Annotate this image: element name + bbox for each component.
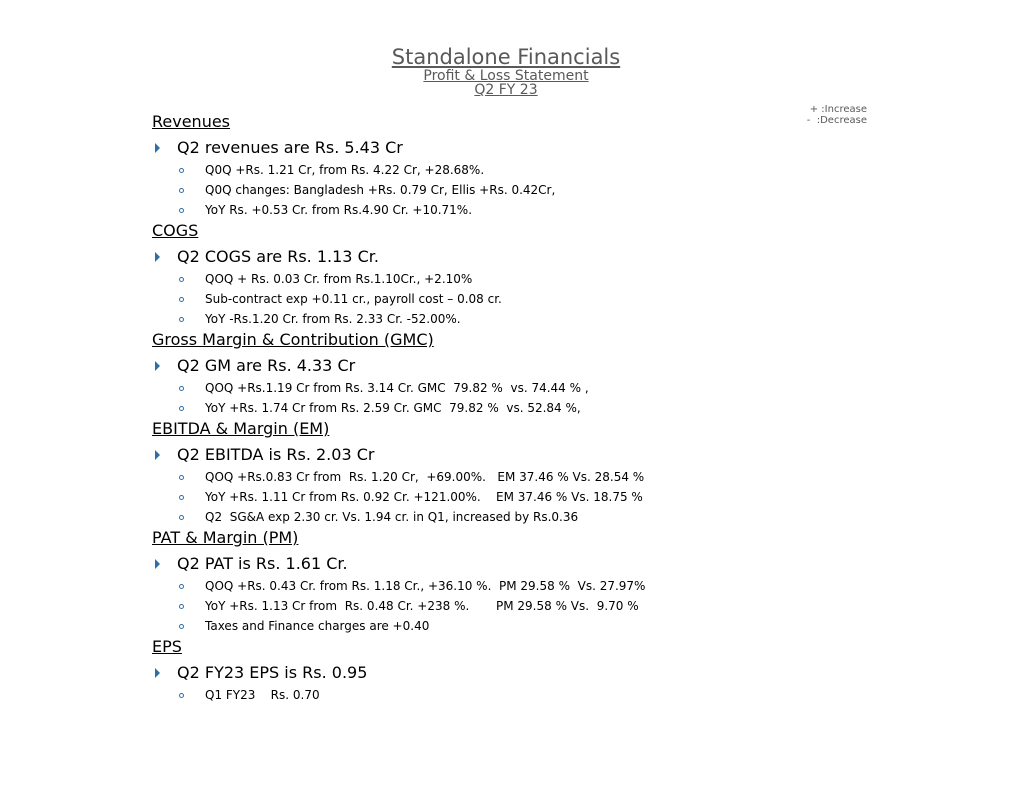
sub-bullet-text: Sub-contract exp +0.11 cr., payroll cost – 0.08 cr. <box>205 292 502 306</box>
triangle-bullet-icon <box>155 361 160 371</box>
sub-bullet <box>179 616 792 636</box>
main-bullet <box>155 247 792 267</box>
sub-bullet <box>179 596 792 616</box>
sub-bullet-text: QOQ +Rs.0.83 Cr from Rs. 1.20 Cr, +69.00%. EM 37.46 % Vs. 28.54 % <box>205 470 645 484</box>
section-heading: EPS <box>152 637 182 656</box>
circle-bullet-icon <box>179 317 184 322</box>
main-bullet-text: Q2 PAT is Rs. 1.61 Cr. <box>177 554 348 573</box>
circle-bullet-icon <box>179 604 184 609</box>
legend-decrease: - :Decrease <box>806 115 867 126</box>
circle-bullet-icon <box>179 277 184 282</box>
sub-bullet-text: YoY -Rs.1.20 Cr. from Rs. 2.33 Cr. -52.00%. <box>205 312 461 326</box>
circle-bullet-icon <box>179 168 184 173</box>
sub-bullet-text: Q2 SG&A exp 2.30 cr. Vs. 1.94 cr. in Q1, increased by Rs.0.36 <box>205 510 579 524</box>
sub-bullet-text: YoY +Rs. 1.74 Cr from Rs. 2.59 Cr. GMC 79.82 % vs. 52.84 %, <box>205 401 581 415</box>
page-subtitle: Profit & Loss Statement <box>423 68 589 84</box>
circle-bullet-icon <box>179 693 184 698</box>
main-bullet <box>155 445 792 465</box>
main-bullet-text: Q2 GM are Rs. 4.33 Cr <box>177 356 356 375</box>
circle-bullet-icon <box>179 297 184 302</box>
sub-bullet-text: Q0Q +Rs. 1.21 Cr, from Rs. 4.22 Cr, +28.68%. <box>205 163 485 177</box>
circle-bullet-icon <box>179 624 184 629</box>
sub-bullet <box>179 507 792 527</box>
sub-bullet <box>179 398 792 418</box>
main-bullet <box>155 356 792 376</box>
main-bullet-text: Q2 revenues are Rs. 5.43 Cr <box>177 138 403 157</box>
page-title: Standalone Financials <box>391 45 621 69</box>
main-bullet-text: Q2 EBITDA is Rs. 2.03 Cr <box>177 445 375 464</box>
main-bullet-text: Q2 FY23 EPS is Rs. 0.95 <box>177 663 368 682</box>
sub-bullet <box>179 467 792 487</box>
section-cogs <box>152 221 792 329</box>
sub-bullet <box>179 685 792 705</box>
triangle-bullet-icon <box>155 143 160 153</box>
sub-bullet <box>179 309 792 329</box>
sub-bullet-text: YoY +Rs. 1.11 Cr from Rs. 0.92 Cr. +121.00%. EM 37.46 % Vs. 18.75 % <box>205 490 643 504</box>
section-heading: EBITDA & Margin (EM) <box>152 419 330 438</box>
circle-bullet-icon <box>179 495 184 500</box>
main-bullet-text: Q2 COGS are Rs. 1.13 Cr. <box>177 247 379 266</box>
circle-bullet-icon <box>179 406 184 411</box>
triangle-bullet-icon <box>155 252 160 262</box>
sub-bullet-text: Q0Q changes: Bangladesh +Rs. 0.79 Cr, Ellis +Rs. 0.42Cr, <box>205 183 556 197</box>
section-heading: PAT & Margin (PM) <box>152 528 299 547</box>
sub-bullet <box>179 180 792 200</box>
section-ebitda-margin-em <box>152 419 792 527</box>
section-heading: Revenues <box>152 112 231 131</box>
sub-bullet-text: Q1 FY23 Rs. 0.70 <box>205 688 320 702</box>
section-eps <box>152 637 792 705</box>
title-block <box>0 45 1012 97</box>
section-heading: Gross Margin & Contribution (GMC) <box>152 330 434 349</box>
main-bullet <box>155 138 792 158</box>
circle-bullet-icon <box>179 584 184 589</box>
triangle-bullet-icon <box>155 450 160 460</box>
sub-bullet-text: Taxes and Finance charges are +0.40 <box>205 619 430 633</box>
section-revenues <box>152 112 792 220</box>
sub-bullet-text: QOQ +Rs. 0.43 Cr. from Rs. 1.18 Cr., +36.10 %. PM 29.58 % Vs. 27.97% <box>205 579 646 593</box>
legend <box>795 104 867 126</box>
period-label: Q2 FY 23 <box>474 82 538 98</box>
sub-bullet <box>179 576 792 596</box>
sub-bullet <box>179 487 792 507</box>
sub-bullet-text: YoY Rs. +0.53 Cr. from Rs.4.90 Cr. +10.71%. <box>205 203 473 217</box>
statement-body <box>152 112 792 706</box>
sub-bullet <box>179 289 792 309</box>
circle-bullet-icon <box>179 188 184 193</box>
circle-bullet-icon <box>179 386 184 391</box>
sub-bullet <box>179 378 792 398</box>
main-bullet <box>155 663 792 683</box>
sub-bullet-text: YoY +Rs. 1.13 Cr from Rs. 0.48 Cr. +238 %. PM 29.58 % Vs. 9.70 % <box>205 599 639 613</box>
circle-bullet-icon <box>179 475 184 480</box>
section-heading: COGS <box>152 221 199 240</box>
sub-bullet-text: QOQ + Rs. 0.03 Cr. from Rs.1.10Cr., +2.10% <box>205 272 473 286</box>
sub-bullet <box>179 269 792 289</box>
triangle-bullet-icon <box>155 559 160 569</box>
sub-bullet <box>179 160 792 180</box>
sub-bullet <box>179 200 792 220</box>
section-gross-margin-contribution-gmc <box>152 330 792 418</box>
circle-bullet-icon <box>179 208 184 213</box>
sub-bullet-text: QOQ +Rs.1.19 Cr from Rs. 3.14 Cr. GMC 79.82 % vs. 74.44 % , <box>205 381 589 395</box>
legend-increase: + :Increase <box>809 104 867 115</box>
section-pat-margin-pm <box>152 528 792 636</box>
circle-bullet-icon <box>179 515 184 520</box>
triangle-bullet-icon <box>155 668 160 678</box>
main-bullet <box>155 554 792 574</box>
